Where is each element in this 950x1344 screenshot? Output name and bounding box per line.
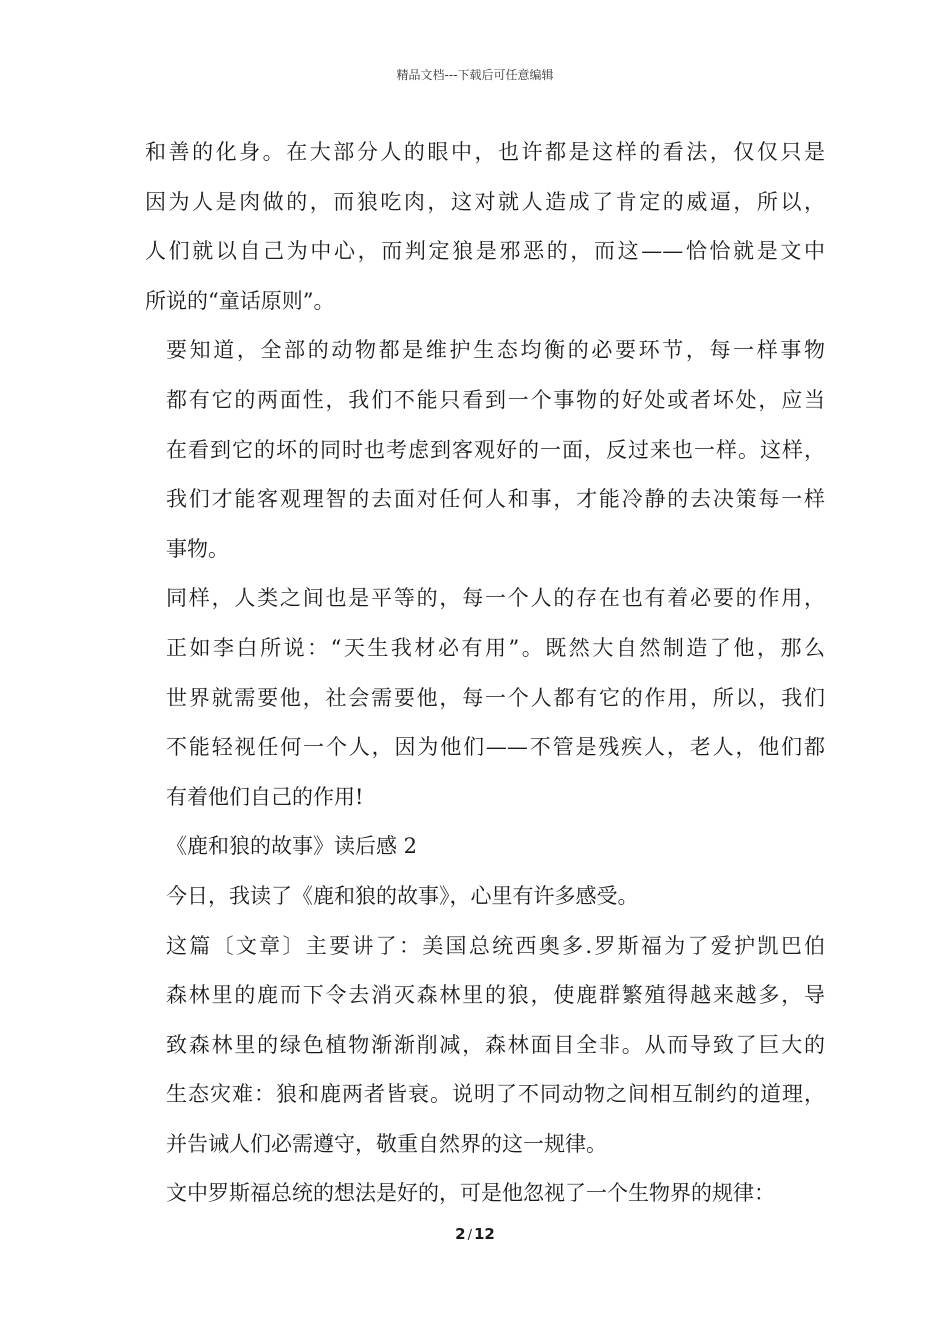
paragraph-line: 和善的化身。在大部分人的眼中，也许都是这样的看法，仅仅只是 <box>145 140 825 164</box>
paragraph-line: 有着他们自己的作用! <box>166 784 364 809</box>
paragraph-line: 文中罗斯福总统的想法是好的，可是他忽视了一个生物界的规律： <box>166 1181 775 1206</box>
current-page-number: 2 <box>455 1225 466 1243</box>
paragraph-line: 在看到它的坏的同时也考虑到客观好的一面，反过来也一样。这样， <box>166 437 825 462</box>
paragraph-line: 《鹿和狼的故事》读后感 2 <box>166 834 418 859</box>
paragraph-line: 生态灾难：狼和鹿两者皆衰。说明了不同动物之间相互制约的道理， <box>166 1082 825 1107</box>
paragraph-line: 要知道，全部的动物都是维护生态均衡的必要环节，每一样事物 <box>166 338 825 363</box>
paragraph-line: 不能轻视任何一个人，因为他们——不管是残疾人，老人，他们都 <box>166 735 825 760</box>
paragraph-line: 今日，我读了《鹿和狼的故事》，心里有许多感受。 <box>166 883 639 908</box>
paragraph-line: 森林里的鹿而下令去消灭森林里的狼，使鹿群繁殖得越来越多，导 <box>166 983 825 1008</box>
header-text: 精品文档---下载后可任意编辑 <box>396 68 554 82</box>
page-header <box>0 66 950 83</box>
paragraph-line: 人们就以自己为中心，而判定狼是邪恶的，而这——恰恰就是文中 <box>145 239 825 264</box>
paragraph-line: 事物。 <box>166 536 229 561</box>
paragraph-line: 这篇〔文章〕主要讲了：美国总统西奥多.罗斯福为了爱护凯巴伯 <box>166 933 825 958</box>
paragraph-line: 我们才能客观理智的去面对任何人和事，才能冷静的去决策每一样 <box>166 487 825 512</box>
paragraph-line: 正如李白所说：“天生我材必有用”。既然大自然制造了他，那么 <box>166 635 825 660</box>
paragraph <box>145 922 825 1170</box>
paragraph-line: 致森林里的绿色植物渐渐削减，森林面目全非。从而导致了巨大的 <box>166 1032 825 1057</box>
paragraph-line: 都有它的两面性，我们不能只看到一个事物的好处或者坏处，应当 <box>166 387 825 412</box>
total-page-count: 12 <box>473 1225 495 1243</box>
paragraph <box>145 128 825 326</box>
paragraph-line: 同样，人类之间也是平等的，每一个人的存在也有着必要的作用， <box>166 586 825 611</box>
paragraph-line: 并告诫人们必需遵守，敬重自然界的这一规律。 <box>166 1131 607 1156</box>
paragraph-line: 因为人是肉做的，而狼吃肉，这对就人造成了肯定的威逼，所以， <box>145 189 825 214</box>
page-separator: / <box>467 1228 472 1243</box>
paragraph-line: 所说的“童话原则”。 <box>145 288 335 313</box>
paragraph <box>145 872 825 922</box>
paragraph-line: 世界就需要他，社会需要他，每一个人都有它的作用，所以，我们 <box>166 685 825 710</box>
page-number <box>0 1225 950 1243</box>
paragraph <box>145 574 825 822</box>
paragraph <box>145 1169 825 1219</box>
paragraph <box>145 822 825 872</box>
document-body <box>145 128 825 1219</box>
paragraph <box>145 326 825 574</box>
